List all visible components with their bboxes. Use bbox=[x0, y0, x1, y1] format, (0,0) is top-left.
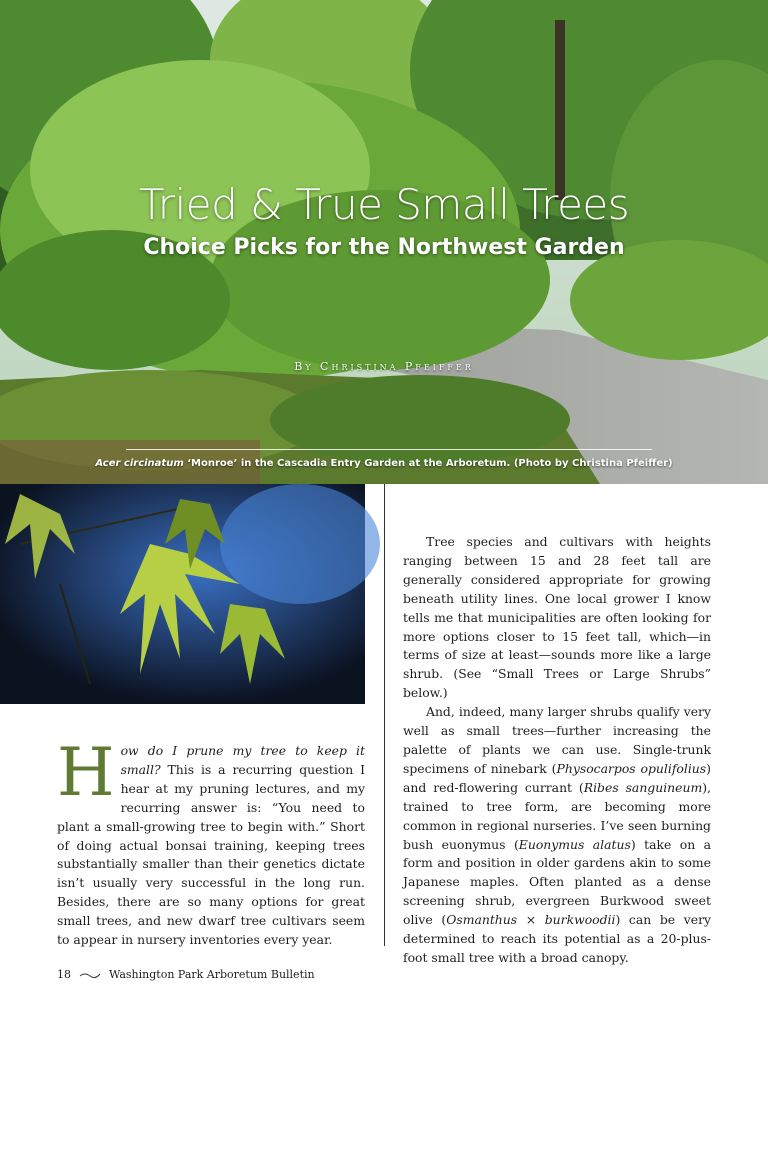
paragraph-heights: Tree species and cultivars with heights ranging between 15 and 28 feet tall are generally considered appropriate for growing beneath utility lines. One local grower I know tells me that municipalities are often looking for more options closer to 15 feet tall, which—in terms of size at least—sounds more like a large shrub. (See “Small Trees or Large Shrubs” below.) bbox=[403, 534, 711, 701]
p2-text-a: And, indeed, many larger shrubs qualify very well as small trees—further increasing the palette of plants we can use. Single-trunk specimens of ninebark ( bbox=[403, 704, 711, 776]
intro-paragraph bbox=[57, 734, 365, 950]
hero-caption-species: Acer circinatum bbox=[95, 458, 184, 469]
p2-text-d: ) take on a form and position in older gardens akin to some Japanese maples. Often planted as a dense screening shrub, evergreen Burkwood sweet olive ( bbox=[403, 836, 712, 928]
column-divider bbox=[384, 484, 385, 946]
species-sweet-olive: Osmanthus × burkwoodii bbox=[446, 912, 616, 928]
article-byline: By Christina Pfeiffer bbox=[294, 360, 474, 373]
paragraph-shrubs bbox=[403, 703, 711, 968]
hero-caption-text: ‘Monroe’ in the Cascadia Entry Garden at the Arboretum. (Photo by Christina Pfeiffer) bbox=[183, 458, 673, 469]
species-euonymus: Euonymus alatus bbox=[518, 836, 631, 852]
hero-photo bbox=[0, 0, 768, 484]
p2-text-b: ) and red-flowering currant ( bbox=[403, 760, 711, 795]
hero-photo-caption bbox=[0, 458, 768, 469]
intro-text: This is a recurring question I hear at my pruning lectures, and my recurring answer is: “You need to plant a small-growing tree to begin with.” Short of doing actual bonsai training, keeping trees substantially smaller than their genetics dictate isn’t usually very successful in the long run. Besides, there are so many options for great small trees, and new dwarf tree cultivars seem to appear in nursery inventories every year. bbox=[57, 761, 365, 948]
page-footer bbox=[57, 968, 315, 981]
left-column bbox=[57, 734, 365, 950]
foliage-caption-rule bbox=[0, 1152, 365, 1153]
p2-text-e: ) can be very determined to reach its potential as a 20-plus-foot small tree with a broad canopy. bbox=[403, 912, 711, 965]
right-column bbox=[403, 533, 711, 968]
article-subtitle: Choice Picks for the Northwest Garden bbox=[143, 235, 625, 260]
article-title: Tried & True Small Trees bbox=[138, 180, 630, 229]
p2-text-c: ), trained to tree form, are becoming more common in regional nurseries. I’ve seen burning bush euonymus ( bbox=[403, 779, 711, 852]
species-currant: Ribes sanguineum bbox=[583, 779, 703, 795]
dropcap: H bbox=[57, 734, 115, 811]
foliage-photo-caption: Foliage close-up of ‘Monroe’. (Photo by Richie Steffen) bbox=[28, 1163, 337, 1174]
publication-name: Washington Park Arboretum Bulletin bbox=[109, 968, 315, 981]
species-ninebark: Physocarpos opulifolius bbox=[556, 760, 707, 776]
swash-ornament-icon bbox=[79, 971, 101, 979]
page-number: 18 bbox=[57, 968, 71, 981]
caption-rule bbox=[126, 449, 652, 450]
lead-question: ow do I prune my tree to keep it small? bbox=[120, 743, 365, 777]
foliage-illustration bbox=[0, 484, 365, 704]
